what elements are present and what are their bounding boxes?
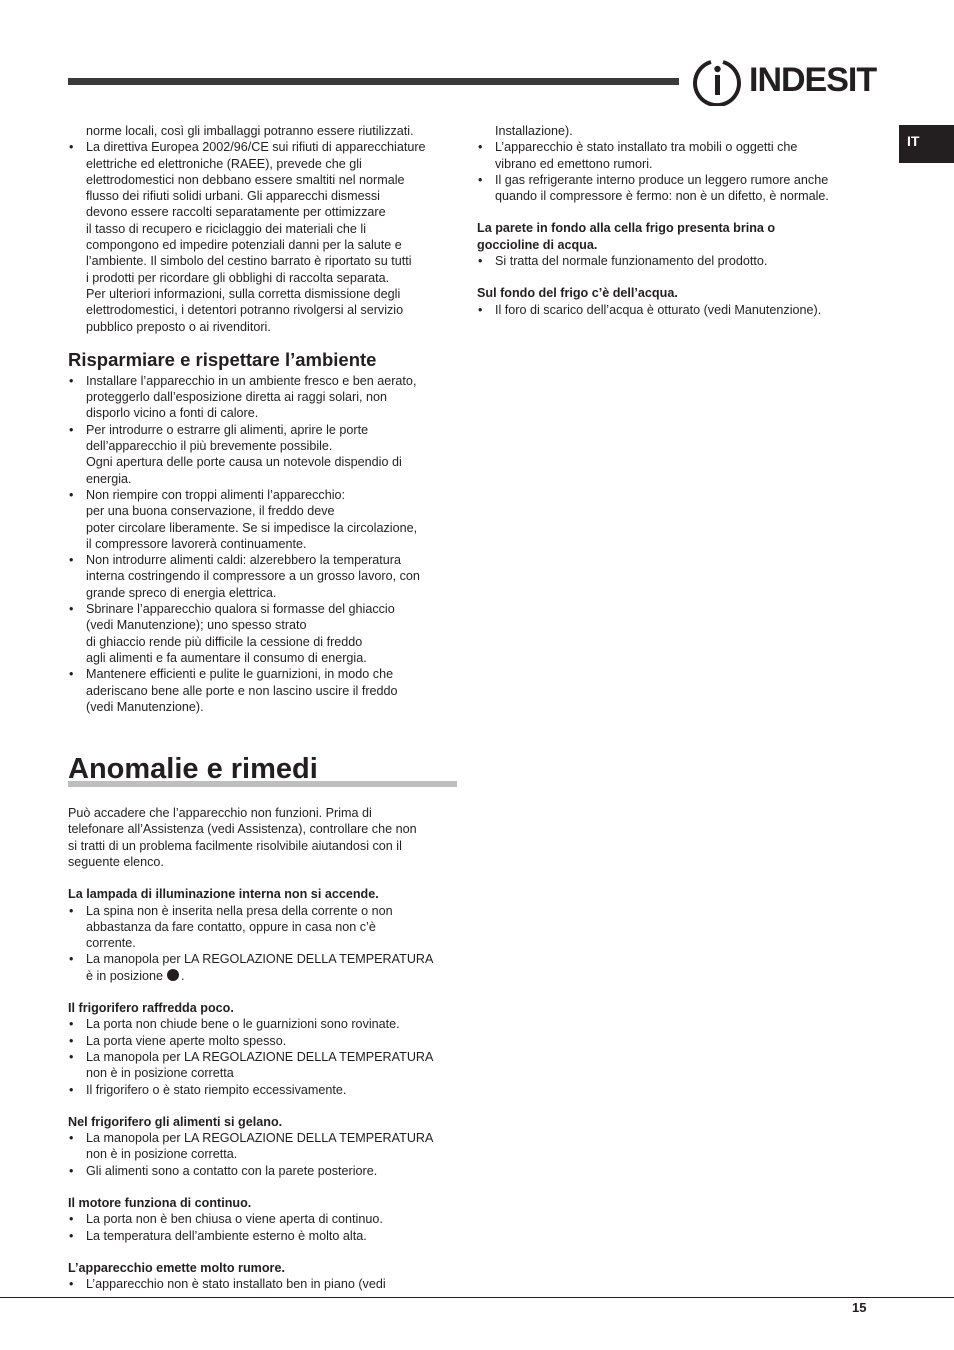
problem-causes [68, 1130, 460, 1179]
brand-logo [693, 56, 877, 106]
problem-causes [68, 903, 460, 984]
problem-causes [68, 1211, 460, 1244]
problem-title: Sul fondo del frigo c’è dell’acqua. [477, 286, 678, 301]
page-number: 15 [852, 1300, 867, 1315]
list-item: • La manopola per LA REGOLAZIONE DELLA TEMPERATURA è in posizione . [68, 951, 460, 984]
raee-list [68, 139, 460, 335]
list-item: • La porta non è ben chiusa o viene aperta di continuo. [68, 1211, 460, 1227]
list-item: • La manopola per LA REGOLAZIONE DELLA TEMPERATURA non è in posizione corretta. [68, 1130, 460, 1163]
list-item: • La temperatura dell’ambiente esterno è molto alta. [68, 1228, 460, 1244]
list-item: • Mantenere efficienti e pulite le guarnizioni, in modo che aderiscano bene alle porte e non lascino uscire il freddo (vedi Manutenzione). [68, 666, 460, 715]
paragraph-continuation: norme locali, così gli imballaggi potranno essere riutilizzati. [86, 124, 414, 138]
problem-causes [68, 1016, 460, 1097]
list-item: • La porta non chiude bene o le guarnizioni sono rovinate. [68, 1016, 460, 1032]
brand-name: INDESIT [749, 61, 877, 99]
left-column [68, 123, 460, 1293]
list-item: • Si tratta del normale funzionamento del prodotto. [477, 253, 869, 269]
page-title: Anomalie e rimedi [68, 753, 318, 786]
list-item: • Non introdurre alimenti caldi: alzerebbero la temperatura interna costringendo il compressore a un grosso lavoro, con grande spreco di energia elettrica. [68, 552, 460, 601]
right-column [477, 123, 869, 318]
problem-causes [477, 139, 869, 204]
intro-paragraph: Può accadere che l’apparecchio non funzioni. Prima di telefonare all’Assistenza (vedi Assistenza), controllare che non si tratti di un problema facilmente risolvibile aiutandosi con il seguente elenco. [68, 806, 417, 869]
problem-title: La lampada di illuminazione interna non si accende. [68, 887, 379, 902]
list-item: • La manopola per LA REGOLAZIONE DELLA TEMPERATURA non è in posizione corretta [68, 1049, 460, 1082]
list-item: • L’apparecchio è stato installato tra mobili o oggetti che vibrano ed emettono rumori. [477, 139, 869, 172]
list-item: • La spina non è inserita nella presa della corrente o non abbastanza da fare contatto, oppure in casa non c’è corrente. [68, 903, 460, 952]
language-tab: IT [899, 125, 954, 163]
problem-title: Nel frigorifero gli alimenti si gelano. [68, 1114, 283, 1129]
list-item: • Il gas refrigerante interno produce un leggero rumore anche quando il compressore è fermo: non è un difetto, è normale. [477, 172, 869, 205]
list-item: • Sbrinare l’apparecchio qualora si formasse del ghiaccio (vedi Manutenzione); uno spesso strato di ghiaccio rende più difficile la cessione di freddo agli alimenti e fa aumentare il consumo di energia. [68, 601, 460, 666]
problem-title: Il frigorifero raffredda poco. [68, 1001, 234, 1016]
problem-title: L’apparecchio emette molto rumore. [68, 1260, 285, 1275]
list-item: • Gli alimenti sono a contatto con la parete posteriore. [68, 1163, 460, 1179]
section-title-ambiente: Risparmiare e rispettare l’ambiente [68, 348, 377, 370]
problem-title: La parete in fondo alla cella frigo presenta brina o goccioline di acqua. [477, 221, 776, 252]
list-item: • La porta viene aperte molto spesso. [68, 1033, 460, 1049]
list-item: • Per introdurre o estrarre gli alimenti, aprire le porte dell’apparecchio il più brevemente possibile. Ogni apertura delle porte causa un notevole dispendio di energia. [68, 422, 460, 487]
problem-causes [477, 302, 869, 318]
list-item: • L’apparecchio non è stato installato ben in piano (vedi [68, 1276, 460, 1292]
list-item: • Non riempire con troppi alimenti l’apparecchio: per una buona conservazione, il freddo deve poter circolare liberamente. Se si impedisce la circolazione, il compressore lavorerà continuamente. [68, 487, 460, 552]
tips-list [68, 373, 460, 715]
list-item: • Il frigorifero o è stato riempito eccessivamente. [68, 1082, 460, 1098]
header-rule [68, 78, 679, 85]
problem-causes [68, 1276, 460, 1292]
list-item: • La direttiva Europea 2002/96/CE sui rifiuti di apparecchiature elettriche ed elettroniche (RAEE), prevede che gli elettrodomestici non debbano essere smaltiti nel normale flusso dei rifiuti solidi urbani. Gli apparecchi dismessi devono essere raccolti separatamente per ottimizzare il tasso di recupero e riciclaggio dei materiali che li compongono ed impedire potenziali danni per la salute e l’ambiente. Il simbolo del cestino barrato è riportato su tutti i prodotti per ricordare gli obblighi di raccolta separata. Per ulteriori informazioni, sulla corretta dismissione degli elettrodomestici, i detentori potranno rivolgersi al servizio pubblico preposto o ai rivenditori. [68, 139, 460, 335]
list-item: • Installare l’apparecchio in un ambiente fresco e ben aerato, proteggerlo dall’esposizione diretta ai raggi solari, non disporlo vicino a fonti di calore. [68, 373, 460, 422]
off-position-icon [167, 969, 179, 981]
indesit-i-icon [693, 56, 743, 106]
anomalie-heading [68, 751, 460, 787]
paragraph-continuation: Installazione). [495, 124, 573, 138]
footer-rule [0, 1297, 954, 1298]
list-item: • Il foro di scarico dell’acqua è otturato (vedi Manutenzione). [477, 302, 869, 318]
problem-title: Il motore funziona di continuo. [68, 1196, 252, 1211]
problem-causes [477, 253, 869, 269]
